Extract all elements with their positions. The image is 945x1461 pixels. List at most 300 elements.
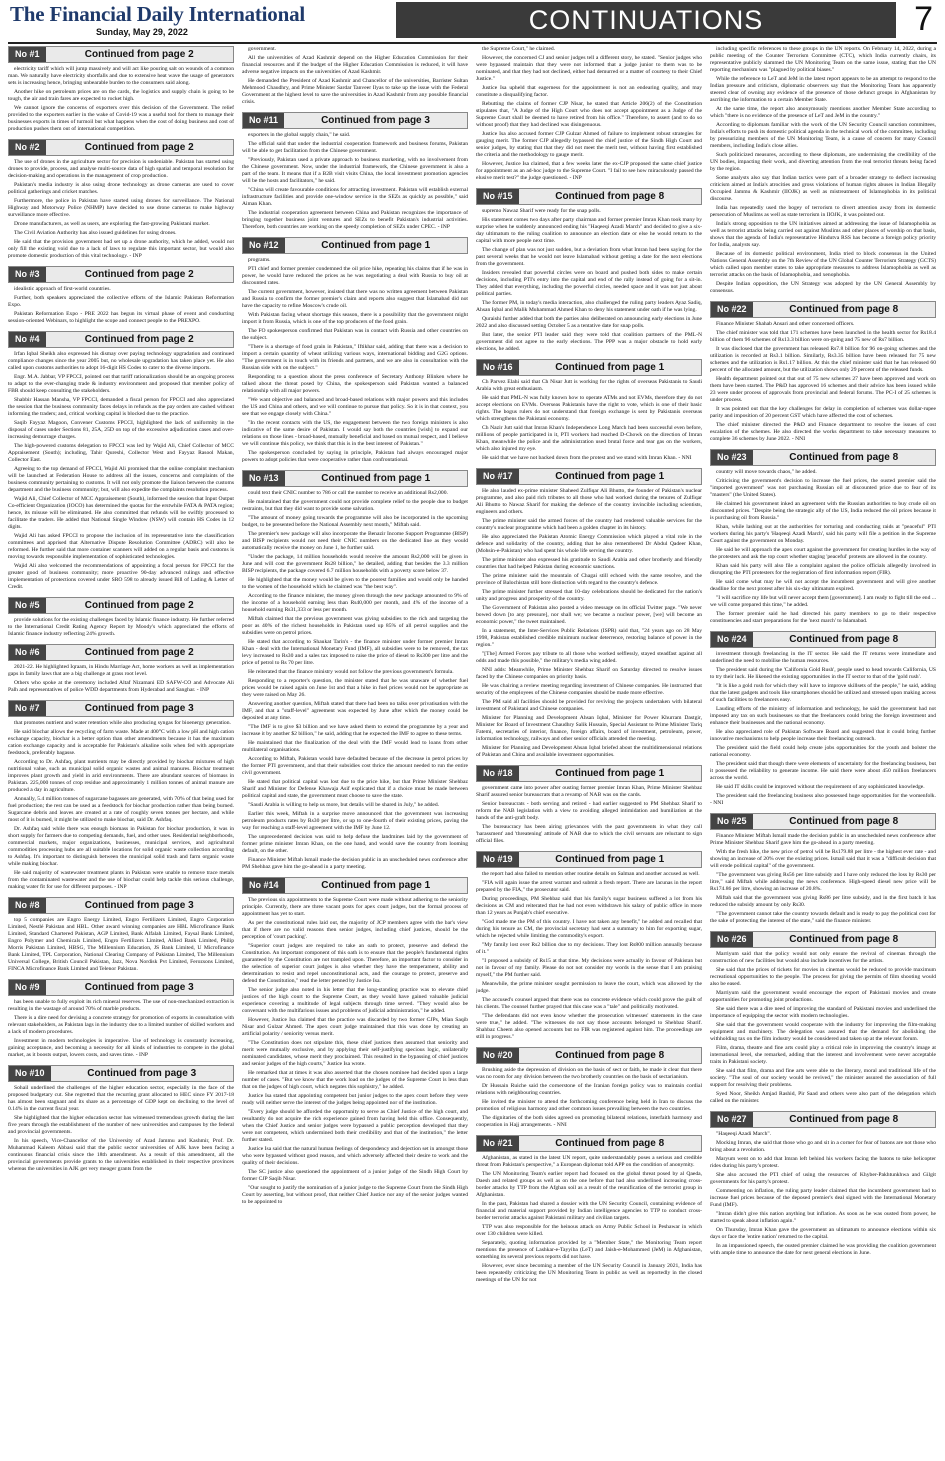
story-body bbox=[710, 833, 936, 925]
story-paragraph: However, Justice Isa claimed, that a few weeks later the ex-CJP proposed the same chief justice for appointment as an ad-hoc judge to the Supreme Court. "I fail to see how miraculously passed the elusive merit test?" the judge questioned. - INP bbox=[476, 161, 702, 181]
story-paragraph: The prime minister further stressed that 10-day celebrations should be dedicated for the nation's unity and progress and prosperity of the country. bbox=[476, 589, 702, 602]
story-paragraph: Responding to a reporter's question, the minister stated that he was unaware of whether fuel prices would be raised again on June 1st and that a hike in fuel prices would not be appropriate as they were raised on May 26. bbox=[242, 678, 468, 698]
column-3 bbox=[476, 46, 702, 1456]
continued-story bbox=[8, 331, 234, 591]
story-paragraph: He said majority of wastewater treatment plants in Pakistan were unable to remove trace metals from the contaminated wastewater and the use of biochar could help tackle this serious challenge, making water fit for use for different purposes. - INP bbox=[8, 870, 234, 890]
continued-from-label: Continued from page 1 bbox=[321, 880, 431, 891]
story-paragraph: Irfan Iqbal Sheikh also expressed his dismay over paying technology upgradation and continued compliance changes since the year 2005 but, no wholesale upgradation has taken place yet. He also called upon customs authorities to adopt 16-digit HS Codes to cater to the diverse imports. bbox=[8, 351, 234, 371]
story-number: No #9 bbox=[9, 980, 46, 995]
story-paragraph: provide solutions for the existing challenges faced by Islamic finance industry. He further referred to the International Credit Rating Agency Report by Moody's which appreciated the efforts of Islamic finance industry reflecting 24% growth. bbox=[8, 617, 234, 637]
story-paragraph: Khan said his party will also file a complaint against the police officials allegedly involved in disrupting the PTI protesters for the registration of first information report (FIR). bbox=[710, 563, 936, 576]
story-paragraph: The industrial cooperation agreement between China and Pakistan recognizes the importance of bringing together business joint ventures and SEZs to benefit Pakistan's industrial activities. Therefore, both countries are working on the speedy completion of SEZs under CPEC. - INP bbox=[242, 210, 468, 230]
story-paragraph: He stated that political capital was lost due to the price hike, but that Prime Minister Shehbaz Sharif and Minister for Defense Khawaja Asif explicated that if a choice must be made between political capital and state, the government must choose to save the state. bbox=[242, 779, 468, 799]
story-paragraph: In the past, Pakistan had shared a dossier with the UN Security Council, containing evidence of financial and material support provided by Indian intelligence agencies to TTP to conduct cross-border terrorist attacks against Pakistani military and civilian targets. bbox=[476, 1201, 702, 1221]
story-paragraph: The previous six appointments to the Supreme Court were made without adhering to the seniority principle. Currently, there are three vacant posts for apex court judges, but the formal process of appointment has yet to start. bbox=[242, 897, 468, 917]
paper-name: The Financial Daily International bbox=[10, 2, 306, 26]
story-paragraph: supremo Nawaz Sharif were ready for the snap polls. bbox=[482, 208, 601, 214]
story-paragraph: He maintained that the finalization of the deal with the IMF would lead to loans from other multilateral organisations. bbox=[242, 740, 468, 753]
story-paragraph: He said that the provision government had set up a drone authority, which he added, would not only fill the existing void due to a lack of laws to regulate this important sector, but would also promote domestic production of this vital technology. - INP bbox=[8, 239, 234, 259]
story-paragraph: Drone manufacturers, as well as users, are exploring the fast-growing Pakistani market. bbox=[14, 221, 210, 227]
story-paragraph: He said IT skills could be improved without the requirement of any sophisticated knowledge. bbox=[716, 784, 925, 790]
story-header bbox=[8, 1065, 234, 1082]
story-number: No #21 bbox=[477, 1136, 519, 1151]
story-paragraph: Ch Nazir Jutt said that Imran Khan's Independence Long March had been successful even before, millions of people participated in it, PTI workers had reached D-Chowk on the direction of Imran Khan, meanwhile the police and the administration used brutal force and tear gas on the workers, which also injured my eye. bbox=[476, 425, 702, 452]
story-paragraph: The president said during the 'California Gold Rush', people used to head towards California, US to try their luck. He likened the existing opportunities in the IT sector to that of the 'gold rush'. bbox=[710, 667, 936, 680]
story-body bbox=[8, 917, 234, 973]
continued-from-label: Continued from page 8 bbox=[555, 1050, 665, 1061]
story-number: No #7 bbox=[9, 701, 46, 716]
story-paragraph: At the same time, the report also anonymously mentions another Member State according to which "there is no evidence of the presence of LeT and JeM in the country." bbox=[710, 106, 936, 119]
story-paragraph: Syed Noor, Sheikh Amjad Rashid, Pir Saad and others were also part of the delegation which called on the minister. bbox=[710, 1091, 936, 1104]
story-number: No #4 bbox=[9, 332, 46, 347]
story-paragraph: The accused's counsel argued that there was no concrete evidence which could prove the guilt of his clients. The counsel further prayed that this case was a "tale" and politically motivated. bbox=[476, 997, 702, 1010]
story-paragraph: "[The] Armed Forces pay tribute to all those who worked selflessly, stayed steadfast against all odds and made this possible," the military's media wing added. bbox=[476, 651, 702, 664]
story-paragraph: Despite Indian opposition, the UN Strategy was adopted by the UN General Assembly by consensus. bbox=[710, 281, 936, 294]
story-paragraph: "Saudi Arabia is willing to help us more, but details will be shared in July," he added. bbox=[248, 802, 440, 808]
story-paragraph: The current government, however, insisted that there was no written agreement between Pakistan and Russia to confirm the former premier's claim and reports also suggest that Islamabad did not have the capacity to refine Moscow's crude oil. bbox=[242, 289, 468, 309]
story-paragraph: The president said that though there were elements of uncertainty for the freelancing business, but it possessed the reliability to generate income. He said there were about 450 million freelancers across the world. bbox=[710, 761, 936, 781]
story-paragraph: country will move towards chaos," he added. bbox=[716, 469, 817, 475]
story-paragraph: But later, the senior PTI leader said they were told that coalition partners of the PML-N government did not agree to the early elections. The PPP was a major obstacle to hold early elections, he added. bbox=[476, 332, 702, 352]
continued-from-label: Continued from page 2 bbox=[84, 647, 194, 658]
story-paragraph: Engr. M.A. Jabbar, VP FPCCI, pointed out that tariff rationalization should be an ongoing process to adapt to the ever-changing trade & industry environment and proposed that member policy of FBR should keep consulting the stakeholders. bbox=[8, 374, 234, 394]
continued-from-label: Continued from page 8 bbox=[789, 452, 899, 463]
story-paragraph: Shabbir Hassan Mansha, VP FPCCI, demanded a fiscal person for FPCCI and also appreciated the session that the business community faces delays in refunds as the pay orders are cashed without informing the traders; and, critical working capital is blocked due to the practice. bbox=[8, 397, 234, 417]
story-paragraph: Mocking Imran, she said that those who go and sit in a corner for fear of batons are not those who bring about a revolution. bbox=[710, 1140, 936, 1153]
story-paragraph: The prime minister said the armed forces of the country had rendered valuable services for the country's nuclear programme which had been a golden chapter in its history. bbox=[476, 518, 702, 531]
story-number: No #25 bbox=[711, 814, 753, 829]
story-body bbox=[710, 46, 936, 295]
continued-from-label: Continued from page 2 bbox=[84, 269, 194, 280]
story-paragraph: that promotes nutrient and water retention while also producing syngas for bioenergy generation. bbox=[14, 720, 231, 726]
story-paragraph: NNI adds: Meanwhile, Prime Minister Shehbaz Sharif on Saturday directed to resolve issues faced by the Chinese companies on priority basis. bbox=[476, 667, 702, 680]
continued-from-label: Continued from page 3 bbox=[84, 982, 194, 993]
story-paragraph: Wajid Ali, Chief Collector of MCC Appraisement (South), informed the session that Input Output Co-efficient Organization (IOCO) has determined the quotas for the erstwhile FATA & PATA region; hence, its misuse will be eliminated. He also committed that refunds will be swiftly processed to facilitate the traders. He added that National Single Window (NSW) will contain HS Codes in 12 digits. bbox=[8, 496, 234, 530]
story-paragraph: TTP was also responsible for the heinous attack on Army Public School in Peshawar in which over 130 children were killed. bbox=[476, 1224, 702, 1237]
story-paragraph: Khan, while lashing out at the authorities for torturing and conducting raids at "peaceful" PTI workers during his party's 'Haqeeqi Azadi March', said his party will file a petition in the Supreme Court against the government on Monday. bbox=[710, 524, 936, 544]
story-paragraph: While the reference to LeT and JeM in the latest report appears to be an attempt to respond to the Indian pressure and criticism, diplomatic observers say that the Monitoring Team has apparently steered clear of owning any evidence of the presence of those defunct groups in Afghanistan by ascribing the information to a certain Member State. bbox=[710, 76, 936, 103]
story-header bbox=[8, 46, 234, 63]
story-paragraph: However, Justice Isa claimed that the practice was discarded by two former CJPs, Mian Saqib Nisar and Gulzar Ahmed. The apex court judge maintained that this was done by creating an artificial polarity / seniority versus merit. bbox=[242, 1017, 468, 1037]
story-paragraph: "I will sacrifice my life but will never accept them [government]. I am ready to fight till the end ... we will come prepared this time," he added. bbox=[710, 595, 936, 608]
story-body bbox=[8, 66, 234, 133]
story-paragraph: "It is like a gold rush for which they will have to improve skillsets of the people," he said, adding that the latest gadgets and tools like smartphones should be utilized and stressed upon making access of such facilities to freelancers easy. bbox=[710, 683, 936, 703]
continued-story bbox=[8, 700, 234, 891]
column-1 bbox=[8, 46, 234, 1456]
story-paragraph: Afghanistan, as stated in the latest UN report, quite understandably poses a serious and credible threat from Pakistan's perspective," a European diplomat told APP on the condition of anonymity. bbox=[476, 1155, 702, 1168]
story-paragraph: the Supreme Court," he claimed. bbox=[482, 46, 556, 52]
story-paragraph: Meanwhile, the prime minister sought permission to leave the court, which was allowed by the judge. bbox=[476, 981, 702, 994]
story-number: No #10 bbox=[9, 1066, 51, 1081]
story-body bbox=[710, 651, 936, 807]
continued-story bbox=[710, 931, 936, 1105]
story-paragraph: Miftah claimed that the previous government was giving subsidies to the rich and targeting the poor as 40% of the richest households in Pakistan used up 85% of all petrol supplies and the subsidies were on petrol prices. bbox=[242, 616, 468, 636]
publication-date: Sunday, May 29, 2022 bbox=[96, 27, 188, 37]
story-paragraph: She said there was a dire need of improving the standard of Pakistani movies and underlined the importance of equipping the sector with modern technologies. bbox=[710, 1006, 936, 1019]
story-paragraph: Commenting on inflation, the ruling party leader claimed that the incumbent government had to increase fuel prices because of the deposed premier's deal signed with the International Monetary Fund (IMF). bbox=[710, 1188, 936, 1208]
story-paragraph: Pakistan Reformation Expo - PRE 2022 has begun its virtual phase of event and conducting session-oriented Webinars, to highlight the scope and connect people to the PREXPO. bbox=[8, 311, 234, 324]
story-paragraph: The president said the freelancing business also possessed huge opportunities for the womenfolk. - NNI bbox=[710, 793, 936, 806]
continued-story bbox=[476, 1047, 702, 1129]
story-paragraph: Pakistan's media industry is also using drone technology as drone cameras are used to cover political gatherings and cricket matches. bbox=[8, 182, 234, 195]
story-header bbox=[8, 700, 234, 717]
continued-from-label: Continued from page 8 bbox=[555, 191, 665, 202]
story-paragraph: "Previously, Pakistan used a private approach to business marketing, with no involvement from the Chinese government. Now, under the industrial framework, the Chinese government is also a part of the team. It means that if a B2B visit visits China, the local investment promotion agencies will be the hosts and facilitators," he said. bbox=[242, 157, 468, 184]
continued-story bbox=[710, 301, 936, 443]
story-paragraph: "The government cannot take the country towards default and is ready to pay the political cost for the sake of protecting the interest of the state," said the finance minister. bbox=[710, 911, 936, 924]
story-paragraph: "The government was giving Rs56 per litre subsidy and I have only reduced the loss by Rs30 per litre," said Miftah while addressing the news conference. High-speed diesel new price will be Rs174.86 per litre, showing an increase of 20.8%. bbox=[710, 872, 936, 892]
story-paragraph: According to the finance minister, the money given through the new package amounted to 9% of the income of a household earning less than Rs40,000 per month, and 4% of the income of a household earning Rs31,333 or less per month. bbox=[242, 593, 468, 613]
story-paragraph: Finance Minister Shahab Ansari and other concerned officers. bbox=[716, 321, 855, 327]
continued-from-label: Continued from page 8 bbox=[789, 634, 899, 645]
story-paragraph: Separately, quoting information provided by a "Member State," the Monitoring Team report mentions the presence of Lashkar-e-Tayyiba (LeT) and Jaish-e-Mohammed (JeM) in Afghanistan, something its several previous reports did not have. bbox=[476, 1240, 702, 1260]
story-paragraph: It was pointed out that the key challenges for delay in completion of schemes was dollar-rupee parity and imposition of 20 percent GST which have affected the cost of schemes. bbox=[710, 406, 936, 419]
story-paragraph: Responding to a question about the press conference of Secretary Anthony Blinken where he talked about the threat posed by China, the spokesperson said Pakistan wanted a balanced relationship with all major powers. bbox=[242, 374, 468, 394]
story-paragraph: "God made me the PM of this country. I have not taken any benefit," he added and recalled that during his tenure as CM, the provincial secretary had sent a summary to him for exporting sugar, which he rejected while limiting the commodity's export. bbox=[476, 919, 702, 939]
story-paragraph: Criticising the government's decision to increase the fuel prices, the ousted premier said the "imported government" was not purchasing Russian oil at discounted price due to fear of its "masters" (the United States). bbox=[710, 478, 936, 498]
continued-from-label: Continued from page 3 bbox=[84, 900, 194, 911]
continued-from-label: Continued from page 1 bbox=[555, 471, 665, 482]
story-paragraph: has been unable to fully exploit its rich mineral reserves. The use of non-mechanized extraction is resulting in the wastage of around 70% of marble products. bbox=[8, 999, 234, 1012]
story-number: No #6 bbox=[9, 645, 46, 660]
story-paragraph: It was disclosed that the government has released Rs7.8 billion for 96 on-going schemes and the utilization is recorded at Rs3.1 billion. Similarly, Rs3.35 billion have been released for 75 new schemes and the utilization is Rs1.17 billion. At this the chief minister said that he has released 60 percent of the allocated amount, but the utilization shows only 29 percent of the released funds. bbox=[710, 346, 936, 373]
story-number: No #18 bbox=[477, 766, 519, 781]
story-paragraph: The high-powered customs delegation to FPCCI was led by Wajid Ali, Chief Collector of MCC Appraisement (South); including, Tahir Qureshi, Collector West and Fayyaz Rasool Makan, Collector East. bbox=[8, 443, 234, 463]
story-paragraph: government. bbox=[248, 46, 277, 52]
story-paragraph: Sohail underlined the challenges of the higher education sector, especially in the face of the proposed budgetary cut. She regretted that the recurring grant allocated to HEC since FY 2017-18 has almost been stagnant and its share as a percentage of GDP kept on declining to the level of 0.14% in the current fiscal year. bbox=[8, 1085, 234, 1112]
story-body bbox=[710, 1131, 936, 1257]
story-paragraph: "Superior court judges are required to take an oath to protect, preserve and defend the Constitution. An important component of this oath is to ensure that the people's fundamental rights guaranteed by the Constitution are not trampled upon. Therefore, an important factor to consider in the selection of superior court judges is also whether they have the temperament, ability and determination to resist and repel unconstitutional acts, and the courage to protect, preserve and defend the Constitution," read the letter penned by Justice Isa. bbox=[242, 943, 468, 984]
story-header bbox=[476, 188, 702, 205]
story-paragraph: India has repeatedly used the bogey of terrorism to divert attention away from its domestic persecution of Muslims as well as state terrorism in IIOJK, it was pointed out. bbox=[710, 205, 936, 218]
continued-story bbox=[476, 1135, 702, 1284]
story-paragraph: "Imran didn't give this nation anything but inflation. As soon as he was ousted from power, he started to speak about inflation again." bbox=[710, 1211, 936, 1224]
story-paragraph: "The IMF is to give $3 billion and we have asked them to extend the programme by a year and increase it by another $2 billion," he said, adding that he expected the IMF to agree to these terms. bbox=[242, 724, 468, 737]
story-paragraph: "FIA will again issue the arrest warrant and submit a fresh report. There are lacunas in the report prepared by the FIA," the prosecutor said. bbox=[476, 880, 702, 893]
story-paragraph: including specific references to these groups in the UN reports. On February 14, 2022, during a public meeting of the Counter Terrorism Committee (CTC), which India currently chairs, its representative publicly slammed the UN Monitoring Team on the same issue, stating that the UN reporting mechanism was "plagued by political biases." bbox=[710, 46, 936, 73]
story-paragraph: "Haqeeqi Azadi March". bbox=[716, 1131, 772, 1137]
story-paragraph: The president said the field could help create jobs opportunities for the youth and bolster the national economy. bbox=[710, 745, 936, 758]
continued-story bbox=[710, 449, 936, 625]
story-paragraph: In a statement, the Inter-Services Public Relations (ISPR) said that, "24 years ago on 28 May 1998, Pakistan established credible minimum nuclear deterrence, restoring balance of power in the region." bbox=[476, 628, 702, 648]
story-paragraph: On Thursday, Imran Khan gave the government an ultimatum to announce elections within six days or face the 'entire nation' returned to the capital. bbox=[710, 1227, 936, 1240]
continued-story bbox=[476, 46, 702, 182]
story-paragraph: Wajid Ali has asked FPCCI to propose the inclusion of its representative into the classification committees and apprised that Alternative Dispute Resolution Committee (ADRC) will also be reformed. He further said that more container scanners will added on a regular basis and customs is moving towards responsible implementation of sophisticated technologies. bbox=[8, 533, 234, 560]
story-body bbox=[8, 159, 234, 260]
story-paragraph: Quraishi further added that both the parties also deliberated on announcing early elections in June 2022 and also discussed setting October 5 as a tentative date for snap polls. bbox=[476, 316, 702, 329]
story-paragraph: He was chairing a review meeting regarding investment of Chinese companies. He instructed that security of the employees of the Chinese companies should be made more effective. bbox=[476, 683, 702, 696]
continued-from-label: Continued from page 1 bbox=[555, 854, 665, 865]
continued-story bbox=[242, 237, 468, 464]
story-paragraph: He claimed his government inked an agreement with the Russian authorities to buy crude oil on discounted prices. "Despite being the strategic ally of the US, India reduced the oil prices because it is purchasing oil from Russia." bbox=[710, 501, 936, 521]
story-paragraph: The bureaucracy has been airing grievances with the past governments in what they call 'harassment' and 'threatening' attitude of NAB due to which the civil servants are reluctant to sign official files. bbox=[476, 824, 702, 844]
story-paragraph: He invited the minister to attend the forthcoming conference being held in Iran to discuss the promotion of religious harmony and other common issues prevailing between the two countries. bbox=[476, 1099, 702, 1112]
story-paragraph: He said that we have not backed down from the protest and we stand with Imran Khan. - NNI bbox=[482, 455, 692, 461]
story-paragraph: the report had also failed to mention other routine details on Salman and another accused as well. bbox=[482, 871, 700, 877]
story-paragraph: "In the recent contacts with the US, the engagement between the two foreign ministers is also indicative of the same desire of Pakistan. I would say both the countries [wish] to expand our relations on those lines - broad-based, mutually beneficial and based on mutual respect, and I believe we will continue this policy, we think that this is in the best interest of Pakistan." bbox=[242, 420, 468, 447]
story-paragraph: Investment in modern technologies is imperative. Use of technology is constantly increasing, gaining acceptance, and becoming a necessity for all kinds of industries to compete in the global market, as it boosts output, lowers costs, and saves time. - INP bbox=[8, 1038, 234, 1058]
story-header bbox=[476, 1135, 702, 1152]
story-paragraph: Finance Minister Miftah Ismail made the decision public in an unscheduled news conference after Prime Minister Shehbaz Sharif gave him the go-ahead in a party meeting. bbox=[710, 833, 936, 846]
story-paragraph: Justice Isa said that the natural human feelings of despondency and dejection set in amongst those who were bypassed without good reason, and which adversely affected their desire to work and the quality of their decisions. bbox=[242, 1146, 468, 1166]
page-number: 7 bbox=[914, 0, 933, 38]
story-header bbox=[476, 851, 702, 868]
continued-story bbox=[8, 897, 234, 973]
story-number: No #20 bbox=[477, 1048, 519, 1063]
story-header bbox=[8, 597, 234, 614]
story-header bbox=[242, 237, 468, 254]
story-header bbox=[476, 359, 702, 376]
story-paragraph: Agreeing to the top demand of FPCCI, Wajid Ali promised that the online complaint mechanism will be launched at Federation House to address all the issues, concerns and complaints of the business community pertaining to customs. It will not only promote the liaison between the customs department and the business community; but, will also expedite the complaints resolution process. bbox=[8, 466, 234, 493]
story-paragraph: The prime minister said the mountain of Chagai still echoed with the same resolve, and the province of Balochistan still bore distinction with regard to the country's defence. bbox=[476, 573, 702, 586]
story-paragraph: "The Constitution does not stipulate this, these chief justices then assumed that seniority and merit were mutually exclusive, and by applying their self-justifying specious logic, unilaterally nominated candidates, whose merit they proclaimed. This resulted in the bypassing of chief justices and senior judges of the high courts," Justice Isa wrote. bbox=[242, 1040, 468, 1067]
masthead bbox=[8, 0, 937, 44]
story-paragraph: He demanded the President of Azad Kashmir and Chancellor of the universities, Barrister Sultan Mehmood Chaudhry, and Prime Minister Sardar Tanveer Ilyas to take up the issue with the Federal Government at the highest level to save the universities in Azad Kashmir from any possible financial crisis. bbox=[242, 78, 468, 105]
story-number: No #13 bbox=[243, 471, 285, 486]
story-paragraph: However, the concerned CJ and senior judges tell a different story, he stated. "Senior judges who were bypassed maintain that they were not informed that a judge junior to them was to be nominated, and that they had not declined, either had demurred or a matter of courtesy to their Chief Justice." bbox=[476, 55, 702, 82]
story-header bbox=[710, 931, 936, 948]
continued-story bbox=[476, 851, 702, 1041]
continued-from-label: Continued from page 2 bbox=[84, 600, 194, 611]
story-paragraph: She said that the prices of tickets for movies in cinemas would be reduced to provide maximum recreational opportunities to the people. The process for giving the permits of film shooting would also be eased. bbox=[710, 967, 936, 987]
story-paragraph: However, ever since becoming a member of the UN Security Council in January 2021, India has been repeatedly criticizing the UN Monitoring Team in public as well as reportedly in the closed meetings of the UN for not bbox=[476, 1263, 702, 1283]
story-paragraph: The chief minister was told that 171 schemes have been launched in the health sector for Rs18.4 billion of them 96 schemes of Rs13.3 billion were on-going and 75 new of Rs7 billion. bbox=[710, 330, 936, 343]
story-body bbox=[8, 617, 234, 638]
story-paragraph: She said that film, drama and fine arts were able to the literary, moral and traditional life of the society. "The soul of our society would be revived," the minister assured the association of full support for resolving their problems. bbox=[710, 1068, 936, 1088]
story-header bbox=[476, 765, 702, 782]
story-paragraph: The senior judge also noted in his letter that the long-standing practice was to elevate chief justices of the high court to the Supreme Court, as they would have gained valuable judicial experience covering a multitude of legal subjects through time served. "They would also be conversant with the multifarious issues and problems of judicial administration," he added. bbox=[242, 987, 468, 1014]
continued-from-label: Continued from page 1 bbox=[321, 473, 431, 484]
story-paragraph: Saqib Fayyaz Magoon, Convener Customs FPCCI, highlighted the lack of uniformity in the disposal of cases under Sections 81, 25A, 25D on top of the excessive adjudication cases and over-increasing demurrage charges. bbox=[8, 420, 234, 440]
story-paragraph: The unprecedented decision was said to help defuse the landmines laid by the government of former prime minister Imran Khan, on the one hand, and would save the country from looming default, on the other. bbox=[242, 834, 468, 854]
section-title: CONTINUATIONS bbox=[528, 5, 764, 35]
story-paragraph: Health department pointed out that out of 75 new schemes 27 have been approved and work on them have been started. The P&D has approved 16 schemes and their advice has been issued while 23 were under process of approvals from provincial and federal forums. The PC-I of 25 schemes is under process. bbox=[710, 376, 936, 403]
story-paragraph: Some analysts also say that Indian tactics were part of a broader strategy to deflect increasing criticism aimed at India's atrocities and gross violations of human rights abuses in Indian Illegally Occupied Jammu & Kashmir (IIOJK) as well as mistreatment of Islamophobia in its political discourse. bbox=[710, 175, 936, 202]
story-paragraph: Answering another question, Miftah stated that there had been no talks over privatisation with the IMF, and that a "staff-level" agreement was expected by June after which the money could be deposited at any time. bbox=[242, 701, 468, 721]
story-paragraph: He said he will approach the apex court against the government for creating hurdles in the way of the protesters and ask the top court whether staging 'peaceful' protests are allowed in the country. bbox=[710, 547, 936, 560]
story-paragraph: Maryum went on to add that Imran left behind his workers facing the batons to take helicopter rides during his party's protest. bbox=[710, 1156, 936, 1169]
story-paragraph: "There is a shortage of food grain in Pakistan," Iftikhar said, adding that there was a decision to import a certain quantity of wheat utilizing various ways, international bidding and G2G options. "The government is in touch with its friends and partners, and we are also in consultation with the Russian side with on the subject." bbox=[242, 344, 468, 371]
story-header bbox=[476, 468, 702, 485]
story-paragraph: The PM said all facilities should be provided for reviving the projects undertaken with bilateral investment of Pakistani and Chinese companies. bbox=[476, 699, 702, 712]
story-header bbox=[8, 139, 234, 156]
continued-story bbox=[8, 266, 234, 325]
story-number: No #15 bbox=[477, 189, 519, 204]
continued-from-label: Continued from page 3 bbox=[84, 703, 194, 714]
story-paragraph: He reiterated that the finance ministry would not follow the previous government's formula. bbox=[248, 669, 454, 675]
story-paragraph: The SC justice also questioned the appointment of a junior judge of the Sindh High Court by former CJP Saqib Nisar. bbox=[242, 1169, 468, 1182]
story-paragraph: government came into power after ousting former premier Imran Khan, Prime Minister Shehbaz Sharif assured senior bureaucrats that a revamp of NAB was on the cards. bbox=[476, 785, 702, 798]
continued-from-label: Continued from page 1 bbox=[555, 768, 665, 779]
story-header bbox=[8, 331, 234, 348]
story-paragraph: Furthermore, the police in Pakistan have started using drones for surveillance. The National Highway and Motorway Police (NHMP) have decided to use drone cameras to make highway surveillance more effective. bbox=[8, 198, 234, 218]
continued-from-label: Continued from page 1 bbox=[555, 362, 665, 373]
story-paragraph: Justice Isa also accused former CJP Gulzar Ahmed of failure to implement robust strategies for gauging merit. The former CJP allegedly bypassed the chief justice of the Sindh High Court and senior judges, by stating that that they did not meet the merit test, without having first established the criteria and the methodology to gauge merit. bbox=[476, 131, 702, 158]
story-paragraph: The FO spokesperson confirmed that Pakistan was in contact with Russia and other countries on the subject. bbox=[242, 328, 468, 341]
story-paragraph: Because of its domestic political environment, India tried to block consensus in the United Nations General Assembly on the 7th Review of the UN Global Counter Terrorism Strategy (GCTS) which called upon member states to take appropriate measures to address Islamophobia as well as terrorist attacks on the basis of Islamophobia, and xenophobia. bbox=[710, 251, 936, 278]
continued-story bbox=[8, 979, 234, 1059]
story-paragraph: He highlighted that the money would be given to the poorest families and would only be handed to the women of the household which he claimed was "the best way". bbox=[242, 577, 468, 590]
continued-story bbox=[476, 468, 702, 759]
story-body bbox=[8, 351, 234, 591]
story-header bbox=[8, 266, 234, 283]
story-paragraph: In an impassioned speech, the ousted premier claimed he was providing the coalition government with ample time to announce the date for next general elections in June. bbox=[710, 1243, 936, 1256]
story-paragraph: The chief minister directed the P&D and Finance department to resolve the issues of cost escalation of the schemes. He also directed the works department to take necessary measures to complete 36 schemes by June 2022. - NNI bbox=[710, 422, 936, 442]
story-paragraph: He said come what may he will not accept the incumbent government and will give another deadline for the next protest after his six-day ultimatum expired. bbox=[710, 579, 936, 592]
story-paragraph: The Government of Pakistan also posted a video message on its official Twitter page. "We never bowed down [to any pressure], nor shall we; we became a nuclear power, [we] will become an economic power," the tweet maintained. bbox=[476, 605, 702, 625]
story-paragraph: As per the constitutional rules laid out, the majority of JCP members agree with the bar's view that if there are no valid reasons then senior judges, including chief justices, should be the perception of 'court packing'. bbox=[242, 920, 468, 940]
story-paragraph: Marriyum said the government would encourage the export of Pakistani movies and create opportunities for promoting joint productions. bbox=[710, 990, 936, 1003]
story-number: No #1 bbox=[9, 47, 46, 62]
story-paragraph: "We want objective and balanced and broad-based relations with major powers and this includes the US and China and others, and we will continue to pursue that policy. So it is in that context, you see that we engage closely with China." bbox=[242, 397, 468, 417]
story-paragraph: According to Dr. Ashfaq, plant nutrients may be directly provided by biochar mixtures of high nutritional value, such as municipal solid organic wastes and animal manures. Biochar treatment improves plant growth and yield in arid environments. There are abundant sources of biomass in Pakistan. 225,000 tonnes of crop residue and approximately 1 million tonnes of animal manure are produced a day in agriculture. bbox=[8, 759, 234, 793]
section-banner bbox=[396, 2, 896, 38]
story-paragraph: Minister for Planning and Development Ahsan Iqbal briefed about the multidimensional relations of Pakistan and China and available investment opportunities. bbox=[476, 745, 702, 758]
story-body bbox=[476, 1067, 702, 1129]
story-paragraph: He also appreciated the Pakistan Atomic Energy Commission which played a vital role in the defence and solidarity of the country, adding that he also remembered Dr Abdul Qadeer Khan, (Mohsin-e-Pakistan) who had spent his whole life serving the country. bbox=[476, 534, 702, 554]
story-paragraph: With the fresh hike, the new price of petrol will be Rs179.88 per litre - the highest ever rate - and showing an increase of 20% over the existing prices. Ismail said that it was a "difficult decision that will erode political capital" of the government. bbox=[710, 849, 936, 869]
story-number: No #17 bbox=[477, 469, 519, 484]
story-body bbox=[476, 785, 702, 845]
continued-story bbox=[476, 359, 702, 462]
story-paragraph: The premier's new package will also incorporate the Benazir Income Support Programme (BISP) and BISP recipients would not need their CNIC numbers on the dedicated line as they would automatically receive the money on June 1, he further said. bbox=[242, 531, 468, 551]
story-paragraph: According to diplomats familiar with the work of the UN Security Council sanction committees, India's efforts to push its domestic political agenda in the technical work of the committee, including by pressurizing members of the UN Monitoring Team, is a cause of concern for many Council members, including India's close allies. bbox=[710, 122, 936, 149]
story-paragraph: She said that the government would cooperate with the industry for improving the film-making equipment and machinery. The delegation was assured that the demand for abolishing the withholding tax on the film industry would be considered and taken up at the relevant forum. bbox=[710, 1022, 936, 1042]
story-paragraph: He also appreciated role of Pakistan Software Board and suggested that it could bring further innovative mechanisms to help people increase their freelancing outreach. bbox=[710, 729, 936, 742]
article-columns bbox=[8, 46, 937, 1456]
story-paragraph: 2021-22. He highlighted Iqraam, in Hindu Marriage Act, home workers as well as implementation gaps in family laws that are a big challenge at grass root level. bbox=[8, 664, 234, 677]
continued-story bbox=[710, 631, 936, 807]
story-paragraph: He stated that according to Shaukat Tarin's - the finance minister under former premier Imran Khan - deal with the International Monetary Fund (IMF), all subsidies were to be removed, the tax levy increased to Rs30 and a sales tax imposed to raise the price of diesel to Rs300 per litre and the price of petrol to Rs 70 per litre. bbox=[242, 639, 468, 666]
story-number: No #24 bbox=[711, 632, 753, 647]
story-paragraph: "Every judge should be afforded the opportunity to serve as Chief Justice of the high court, and resultantly do not acquire the rich experience gained from having held this office. Consequently, when the Chief Justice and senior judges were bypassed a public perception developed that they were not competent, which undermined both their credibility and that of the institution," the letter further stated. bbox=[242, 1109, 468, 1143]
story-paragraph: Rebutting the claims of former CJP Nisar, he stated that Article 206(2) of the Constitution stipulates that, "A Judge of the High Court who does not accept appointment as a Judge of the Supreme Court shall be deemed to have retired from his office." Therefore, to assert (and to do so without proof) that they had declined was disingenuous. bbox=[476, 101, 702, 128]
story-paragraph: PTI chief and former premier condemned the oil price hike, repeating his claims that if he was in power, he would have reduced the prices as he was negotiating a deal with Russia to buy oil at discounted rates. bbox=[242, 266, 468, 286]
story-header bbox=[710, 813, 936, 830]
continued-story bbox=[242, 470, 468, 871]
story-number: No #2 bbox=[9, 140, 46, 155]
story-paragraph: "Our sought to justify the nomination of a junior judge to the Supreme Court from the Sindh High Court by asserting, but without proof, that neither Chief Justice nor any of the senior judges wanted to be appointed to bbox=[242, 1185, 468, 1205]
story-paragraph: Such politicized measures, according to these diplomats, are undermining the credibility of the UN bodies, impacting their work, and diverting attention from the real terrorist threats being faced by the region. bbox=[710, 152, 936, 172]
story-paragraph: His statement comes two days after party chairman and former premier Imran Khan took many by surprise when he suddenly announced ending his "Haqeeqi Azadi March" and decided to give a six-day ultimatum to the ruling coalition to announce an election date or else he would return to the capital with more people next time. bbox=[476, 217, 702, 244]
story-paragraph: Minister for Planning and Development Ahsan Iqbal, Minister for Power Khurram Dastgir, Minister for Board of Investment Chaudhry Salik Hussain, Special Assistant to Prime Minister Tariq Fatemi, secretaries of interior, finance, foreign affairs, board of investment, petroleum, power, information technology, railways and other senior officials attended the meeting. bbox=[476, 715, 702, 742]
story-number: No #22 bbox=[711, 302, 753, 317]
story-paragraph: Senior bureaucrats - both serving and retired - had earlier suggested to PM Shehbaz Sharif to reform the NAB legislation with a view to avoiding alleged intimidation and humiliation at the hands of the anti-graft body. bbox=[476, 801, 702, 821]
story-paragraph: "My family lost over Rs2 billion due to my decisions. They lost Rs800 million annually because of it." bbox=[476, 942, 702, 955]
story-body bbox=[242, 132, 468, 231]
story-paragraph: Dr. Ashfaq said while there was enough biomass in Pakistan for biochar production, it was in short supply for farmers due to competing demands, fuel, and other uses. Residential neighborhoods, commercial markets, major organizations, businesses, municipal services, and agricultural commodities processing hubs are all suitable locations for solid organic waste collection according to Ashfaq. It's important to distinguish between the municipal solid trash and farm organic waste while making biochar. bbox=[8, 826, 234, 867]
continued-story bbox=[242, 112, 468, 231]
story-header bbox=[8, 979, 234, 996]
story-number: No #23 bbox=[711, 450, 753, 465]
story-paragraph: Earlier this week, Miftah in a surprise move announced that the government was increasing petroleum products rates by Rs30 per litre, or up to one-fourth of their existing prices, paving the way for reaching a staff-level agreement with the IMF by June 12. bbox=[242, 811, 468, 831]
story-number: No #16 bbox=[477, 360, 519, 375]
newspaper-page bbox=[8, 0, 937, 1461]
story-number: No #5 bbox=[9, 598, 46, 613]
story-paragraph: He said biochar allows the recycling of farm waste. Made at 400°C with a low pH and high cation exchange capacity, biochar is a better option than other amendments because it has the maximum cation exchange capacity and is acceptable for Pakistan's alkaline soils when fed with appropriate feedstock, preferably bagasse. bbox=[8, 729, 234, 756]
story-header bbox=[242, 112, 468, 129]
continued-story bbox=[242, 46, 468, 106]
story-header bbox=[710, 1111, 936, 1128]
story-paragraph: Dr Hussain Ruiche said the cornerstone of the Iranian foreign policy was to maintain cordial relations with neighbouring countries. bbox=[476, 1083, 702, 1096]
continued-story bbox=[8, 597, 234, 638]
story-paragraph: programs. bbox=[248, 257, 271, 263]
story-paragraph: According to Miftah, Pakistan would have defaulted because of the decrease in petrol prices by the former PTI government, and that their subsidies cost thrice the amount needed to run the entire civil government. bbox=[242, 756, 468, 776]
continued-story bbox=[710, 1111, 936, 1257]
story-header bbox=[242, 877, 468, 894]
story-header bbox=[476, 1047, 702, 1064]
story-body bbox=[476, 488, 702, 759]
story-header bbox=[710, 301, 936, 318]
story-paragraph: Finance Minister Miftah Ismail made the decision public in an unscheduled news conference after PM Shehbaz gave him the go-ahead in a party meeting. bbox=[242, 857, 468, 870]
story-paragraph: We cannot ignore the concerns of exporters over this decision of the Government. The relief provided to the exporters earlier in the wake of Covid-19 was a useful tool for them to manage their businesses exports in times of turmoil but what happens when the cost of doing business and cost of production pushes them out of international competition. bbox=[8, 105, 234, 132]
story-body bbox=[476, 379, 702, 462]
story-body bbox=[8, 664, 234, 694]
story-paragraph: He also lauded ex-prime minister Shaheed Zulfiqar Ali Bhutto, the founder of Pakistan's nuclear programme, and also paid rich tributes to all those who had worked during the tenures of Zulfiqar Ali Bhutto to Nawaz Sharif for making the defence of the country invincible including scientists, engineers and others. bbox=[476, 488, 702, 515]
continued-from-label: Continued from page 2 bbox=[84, 142, 194, 153]
continued-from-label: Continued from page 1 bbox=[321, 240, 431, 251]
story-paragraph: investment through freelancing in the IT sector. He said the IT returns were immediate and underlined the need to mobilise the human resources. bbox=[710, 651, 936, 664]
story-paragraph: All the universities of Azad Kashmir depend on the Higher Education Commission for their financial resources and if the budget of the Higher Education Commission is reduced, it will have adverse negative impacts on the universities of Azad Kashmir. bbox=[242, 55, 468, 75]
story-paragraph: There is a dire need for devising a concrete strategy for promotion of exports in consultation with relevant stakeholders, as Pakistan lags in the industry due to a limited number of skilled workers and a lack of modern procedures. bbox=[8, 1015, 234, 1035]
column-4 bbox=[710, 46, 936, 1456]
story-body bbox=[242, 490, 468, 871]
story-paragraph: The spokesperson concluded by saying in principle, Pakistan had always encouraged major powers to adopt policies that were cooperative rather than confrontational. bbox=[242, 450, 468, 463]
story-header bbox=[710, 449, 936, 466]
continued-story bbox=[8, 644, 234, 694]
story-paragraph: Marriyum said that the policy would not only ensure the revival of cinemas through the construction of new facilities but would also include incentives for the artists. bbox=[710, 951, 936, 964]
story-paragraph: During proceedings, PM Shehbaz said that his family's sugar business suffered a lot from his decisions as CM and reiterated that he had not even withdrawn his salary of public office in more than 12 years as Punjab's chief executive. bbox=[476, 896, 702, 916]
continued-story bbox=[476, 765, 702, 845]
story-header bbox=[8, 897, 234, 914]
story-paragraph: "Under the package, 14 million households would receive the amount Rs2,000 will be given in June and will cost the government Rs28 billion," he detailed, adding that besides the 3.3 million BISP recipients, the package covered 6.7 million households with a poverty score below 37. bbox=[242, 554, 468, 574]
continued-from-label: Continued from page 2 bbox=[84, 334, 194, 345]
story-paragraph: Further, both speakers appreciated the collective efforts of the Islamic Pakistan Reformation Expo. bbox=[8, 295, 234, 308]
continued-story bbox=[710, 46, 936, 295]
story-paragraph: The Civil Aviation Authority has also issued guidelines for using drones. bbox=[14, 230, 177, 236]
story-paragraph: Annually, 5.4 million tonnes of sugarcane bagasses are generated, with 70% of that being used for fuel production; the rest can be used as a feedstock for biochar production rather than being burned. Sugarcane debris and leaves are created at a rate of roughly seven tonnes per hectare, and while most of it is burned, it might be utilized to make biochar, said Dr. Ashfaq. bbox=[8, 796, 234, 823]
story-paragraph: Brushing aside the depression of division on the basis of sect or faith, he made it clear that there was no room for any division between the two brotherly countries on the basis of sectarianism. bbox=[476, 1067, 702, 1080]
continued-story bbox=[8, 46, 234, 133]
continued-from-label: Continued from page 8 bbox=[789, 1114, 899, 1125]
story-paragraph: He maintained that the government could not provide complete relief to the people due to budget restraints, but that they did want to provide some salvation. bbox=[242, 499, 468, 512]
story-body bbox=[710, 951, 936, 1105]
story-paragraph: India's strong opposition to the UN initiatives aimed at addressing the issue of Islamophobia as well as terrorist attacks being carried out against Muslims and other places of worship on that basis, shows that the agenda of India's representative Hindutva RSS has become a foreign policy priority for India, analysts say. bbox=[710, 221, 936, 248]
continued-story bbox=[8, 1065, 234, 1173]
story-paragraph: The former PM, in today's media interaction, also challenged the ruling party leaders Ayaz Sadiq, Ahsan Iqbal and Malik Muhammad Ahmed Khan to deny his statement under oath if he was lying. bbox=[476, 300, 702, 313]
story-header bbox=[8, 644, 234, 661]
story-paragraph: The former premier said he had directed his party members to go to their respective constituencies and start preparations for the 'next march' to Islamabad. bbox=[710, 611, 936, 624]
story-paragraph: With Pakistan facing wheat shortage this season, there is a possibility that the government might import it from Russia, which is one of the top producers of the food grain. bbox=[242, 312, 468, 325]
story-body bbox=[476, 871, 702, 1041]
story-paragraph: electricity tariff which will jump massively and will act like pouring salt on wounds of a common man. We naturally have electricity shortfalls and due to extensive heat wave the usage of generators sets is increasing hence, bringing unbearable burden to the consumers said along. bbox=[8, 66, 234, 86]
story-body bbox=[242, 46, 468, 106]
column-2 bbox=[242, 46, 468, 1456]
story-body bbox=[8, 999, 234, 1059]
story-paragraph: Others who spoke at the ceremony included Altaf Nizamani ED SAFW-CO and Advocate Ali Palh and representatives of police WDD departments from Hyderabad and Sanghar. - INP bbox=[8, 680, 234, 693]
story-paragraph: The UN Monitoring Team's earlier report had focused on the global threat posed by al Qaeda, Daesh and related groups as well as on the one before that had also underlined increasing cross-border attacks by TTP from the Afghan soil as a result of the reunification of the terrorist group in Afghanistan. bbox=[476, 1171, 702, 1198]
story-number: No #27 bbox=[711, 1112, 753, 1127]
story-paragraph: Insiders revealed that powerful circles were on board and pushed both sides to make certain decisions, including PTI's entry into the capital and end of the rally instead of going for a sit-in. They added that everything, including the powerful circles, needed space and it was not just about political parties. bbox=[476, 270, 702, 297]
story-number: No #11 bbox=[243, 113, 284, 128]
story-paragraph: The change of plan was not just sudden, but a deviation from what Imran had been saying for the past several weeks that he would not leave Islamabad without getting a date for the next elections from the government. bbox=[476, 247, 702, 267]
story-body bbox=[242, 257, 468, 464]
continued-from-label: Continued from page 2 bbox=[84, 49, 194, 60]
continued-story bbox=[476, 188, 702, 353]
continued-from-label: Continued from page 8 bbox=[789, 816, 899, 827]
story-paragraph: He remarked that at times it was also asserted that the chosen nominee had decided upon a large number of cases. "But we know that the work load on the judges of the Supreme Court is less than that on the judges of high court, which negates this sophistry," he added. bbox=[242, 1070, 468, 1090]
story-paragraph: The official said that under the industrial cooperation framework and business forums, Pakistan will be able to get facilitation from the Chinese government. bbox=[242, 141, 468, 154]
